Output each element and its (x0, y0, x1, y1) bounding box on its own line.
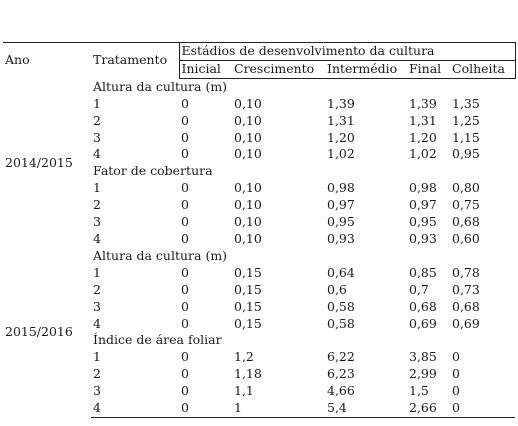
header-stages-group: Estádios de desenvolvimento da cultura (179, 43, 515, 61)
value-cell: 2,99 (409, 366, 437, 382)
value-cell: 0,75 (452, 197, 480, 213)
value-cell: 0,10 (234, 197, 262, 213)
value-cell: 0,60 (452, 230, 480, 246)
value-cell: 0,15 (234, 315, 262, 331)
treatment-cell: 3 (93, 298, 101, 314)
treatment-cell: 1 (93, 180, 101, 196)
value-cell: 0 (181, 129, 189, 145)
value-cell: 1,2 (234, 349, 254, 365)
document-page (3, 0, 515, 426)
value-cell: 0,95 (409, 214, 437, 230)
value-cell: 0,10 (234, 95, 262, 111)
value-cell: 1 (232, 400, 325, 417)
value-cell: 0,80 (452, 180, 480, 196)
table-header (3, 43, 515, 79)
treatment-cell: 1 (93, 349, 101, 365)
header-stage-final: Final (407, 60, 450, 78)
treatment-cell: 3 (93, 383, 101, 399)
value-cell: 0 (181, 230, 189, 246)
header-stage-intermedio: Intermédio (325, 60, 407, 78)
value-cell: 1,31 (327, 112, 355, 128)
value-cell: 0,10 (234, 112, 262, 128)
value-cell: 0,69 (409, 315, 437, 331)
value-cell: 0 (181, 298, 189, 314)
value-cell: 0 (181, 112, 189, 128)
treatment-cell: 4 (93, 146, 101, 162)
value-cell: 4,66 (327, 383, 355, 399)
value-cell: 3,85 (409, 349, 437, 365)
header-stage-colheita: Colheita (450, 60, 515, 78)
value-cell: 0 (452, 383, 460, 399)
header-stage-inicial: Inicial (179, 60, 232, 78)
value-cell: 0,68 (452, 298, 480, 314)
value-cell: 1,25 (452, 112, 480, 128)
value-cell: 1,02 (327, 146, 355, 162)
value-cell: 0,58 (327, 298, 355, 314)
value-cell: 1,39 (409, 95, 437, 111)
value-cell: 0,15 (234, 264, 262, 280)
value-cell: 0 (452, 349, 460, 365)
value-cell: 0,68 (409, 298, 437, 314)
value-cell: 0,98 (327, 180, 355, 196)
value-cell: 0 (181, 349, 189, 365)
header-ano: Ano (3, 43, 91, 79)
value-cell: 0,97 (327, 197, 355, 213)
section-title-row (3, 78, 515, 95)
treatment-cell: 4 (91, 400, 179, 417)
value-cell: 6,22 (327, 349, 355, 365)
value-cell: 0 (181, 95, 189, 111)
treatment-cell: 3 (93, 129, 101, 145)
treatment-cell: 2 (93, 197, 101, 213)
value-cell: 1,39 (327, 95, 355, 111)
value-cell: 0,15 (234, 281, 262, 297)
value-cell: 0,98 (409, 180, 437, 196)
value-cell: 0,10 (234, 214, 262, 230)
value-cell: 0,10 (234, 146, 262, 162)
treatment-cell: 2 (93, 281, 101, 297)
section-title: Altura da cultura (m) (93, 78, 228, 94)
value-cell: 1,18 (234, 366, 262, 382)
value-cell: 6,23 (327, 366, 355, 382)
value-cell: 0 (179, 400, 232, 417)
table-body (3, 78, 515, 417)
value-cell: 0,58 (327, 315, 355, 331)
section-title: Fator de cobertura (93, 163, 213, 179)
value-cell: 1,31 (409, 112, 437, 128)
value-cell: 0,69 (452, 315, 480, 331)
value-cell: 0,93 (409, 230, 437, 246)
value-cell: 0,95 (452, 146, 480, 162)
value-cell: 1,20 (409, 129, 437, 145)
value-cell: 0,10 (234, 129, 262, 145)
value-cell: 0 (181, 146, 189, 162)
value-cell: 0,68 (452, 214, 480, 230)
value-cell: 1,5 (409, 383, 429, 399)
value-cell: 1,20 (327, 129, 355, 145)
treatment-cell: 2 (93, 112, 101, 128)
section-title: Índice de área foliar (93, 332, 222, 348)
value-cell: 0 (181, 315, 189, 331)
value-cell: 2,66 (407, 400, 450, 417)
treatment-cell: 4 (93, 315, 101, 331)
value-cell: 1,35 (452, 95, 480, 111)
value-cell: 0,95 (327, 214, 355, 230)
value-cell: 1,02 (409, 146, 437, 162)
value-cell: 0,10 (234, 230, 262, 246)
header-tratamento: Tratamento (91, 43, 179, 79)
value-cell: 0 (452, 366, 460, 382)
value-cell: 0,78 (452, 264, 480, 280)
value-cell: 0 (181, 383, 189, 399)
value-cell: 1,15 (452, 129, 480, 145)
crop-development-table (3, 42, 516, 418)
section-title-row (3, 248, 515, 265)
value-cell: 0,15 (234, 298, 262, 314)
header-stage-crescimento: Crescimento (232, 60, 325, 78)
value-cell: 0,85 (409, 264, 437, 280)
treatment-cell: 2 (93, 366, 101, 382)
value-cell: 0 (450, 400, 515, 417)
year-cell: 2014/2015 (5, 154, 73, 170)
value-cell: 0,97 (409, 197, 437, 213)
value-cell: 0 (181, 214, 189, 230)
treatment-cell: 3 (93, 214, 101, 230)
value-cell: 0,7 (409, 281, 429, 297)
treatment-cell: 1 (93, 264, 101, 280)
value-cell: 0 (181, 281, 189, 297)
value-cell: 0,73 (452, 281, 480, 297)
value-cell: 0,6 (327, 281, 347, 297)
treatment-cell: 4 (93, 230, 101, 246)
value-cell: 0,93 (327, 230, 355, 246)
treatment-cell: 1 (93, 95, 101, 111)
value-cell: 0,10 (234, 180, 262, 196)
section-title: Altura da cultura (m) (93, 247, 228, 263)
value-cell: 1,1 (234, 383, 254, 399)
value-cell: 0 (181, 197, 189, 213)
value-cell: 5,4 (325, 400, 407, 417)
year-cell: 2015/2016 (5, 324, 73, 340)
value-cell: 0,64 (327, 264, 355, 280)
value-cell: 0 (181, 180, 189, 196)
value-cell: 0 (181, 366, 189, 382)
value-cell: 0 (181, 264, 189, 280)
